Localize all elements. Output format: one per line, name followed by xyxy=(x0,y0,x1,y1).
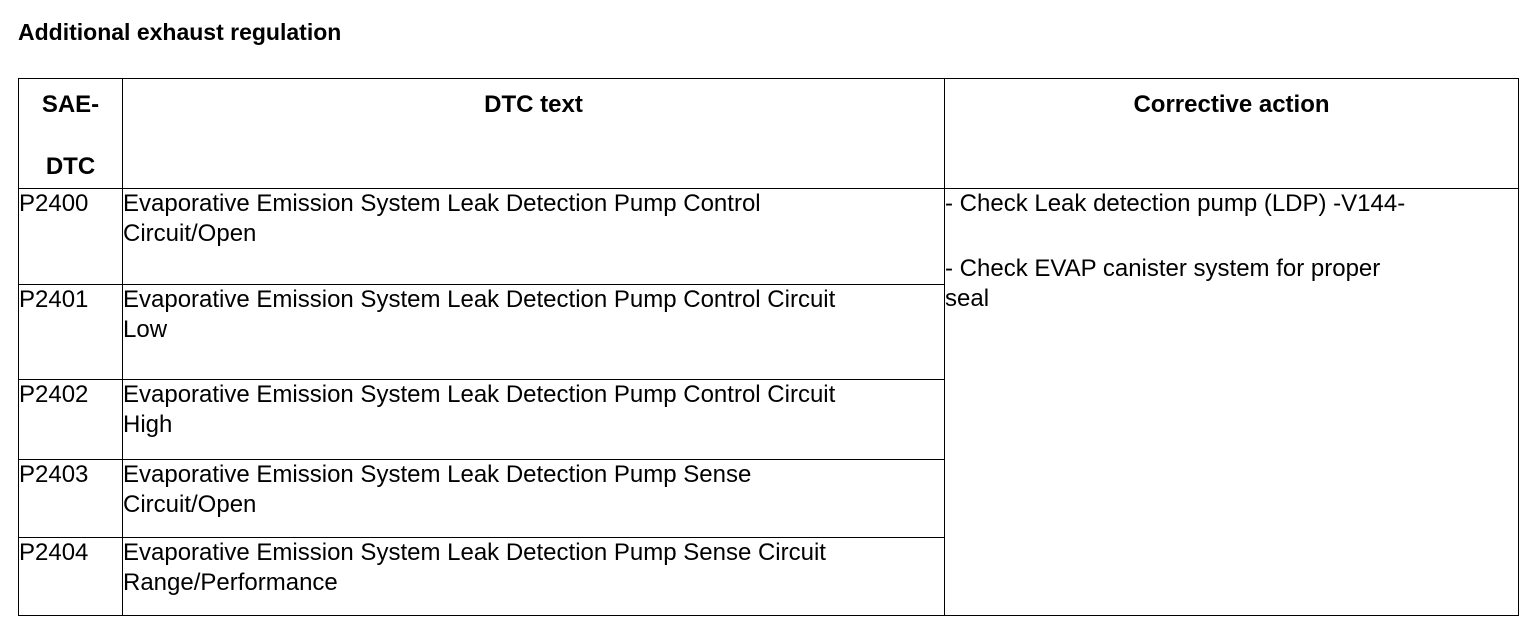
corrective-action-line2: seal xyxy=(945,285,990,312)
header-sae-dtc xyxy=(19,79,123,189)
page-title: Additional exhaust regulation xyxy=(18,19,342,45)
header-sae-dtc-line2: DTC xyxy=(45,153,96,180)
header-corrective-action xyxy=(945,79,1519,189)
corrective-action-item xyxy=(945,254,1518,314)
dtc-description xyxy=(123,285,945,380)
dtc-description-line1: Evaporative Emission System Leak Detection Pump Sense Circuit xyxy=(123,539,826,566)
dtc-description-line1: Evaporative Emission System Leak Detection Pump Control Circuit xyxy=(123,381,836,408)
dtc-description-line2: Circuit/Open xyxy=(123,220,257,247)
corrective-action-line1: - Check EVAP canister system for proper xyxy=(945,255,1381,282)
dtc-description-line2: High xyxy=(123,411,173,438)
dtc-description xyxy=(123,380,945,460)
header-dtc-text xyxy=(123,79,945,189)
table-header-row xyxy=(19,79,1519,189)
dtc-code: P2402 xyxy=(19,380,123,460)
dtc-description-line2: Circuit/Open xyxy=(123,491,257,518)
dtc-code: P2400 xyxy=(19,189,123,285)
dtc-description-line2: Range/Performance xyxy=(123,569,338,596)
dtc-description-line1: Evaporative Emission System Leak Detection Pump Control xyxy=(123,190,761,217)
header-dtc-text-label: DTC text xyxy=(484,91,583,118)
dtc-description-line2: Low xyxy=(123,316,168,343)
header-corrective-action-label: Corrective action xyxy=(1133,91,1330,118)
table-row xyxy=(19,189,1519,285)
dtc-description-line1: Evaporative Emission System Leak Detection Pump Sense xyxy=(123,461,752,488)
corrective-action-line1: - Check Leak detection pump (LDP) -V144- xyxy=(945,190,1406,217)
dtc-description xyxy=(123,189,945,285)
dtc-code: P2403 xyxy=(19,460,123,538)
dtc-description xyxy=(123,538,945,616)
dtc-description-line1: Evaporative Emission System Leak Detection Pump Control Circuit xyxy=(123,286,836,313)
dtc-table xyxy=(18,78,1519,616)
corrective-action-item xyxy=(945,189,1518,219)
dtc-code: P2404 xyxy=(19,538,123,616)
dtc-code: P2401 xyxy=(19,285,123,380)
dtc-description xyxy=(123,460,945,538)
corrective-action-cell xyxy=(945,189,1519,616)
header-sae-dtc-line1: SAE- xyxy=(41,91,100,118)
